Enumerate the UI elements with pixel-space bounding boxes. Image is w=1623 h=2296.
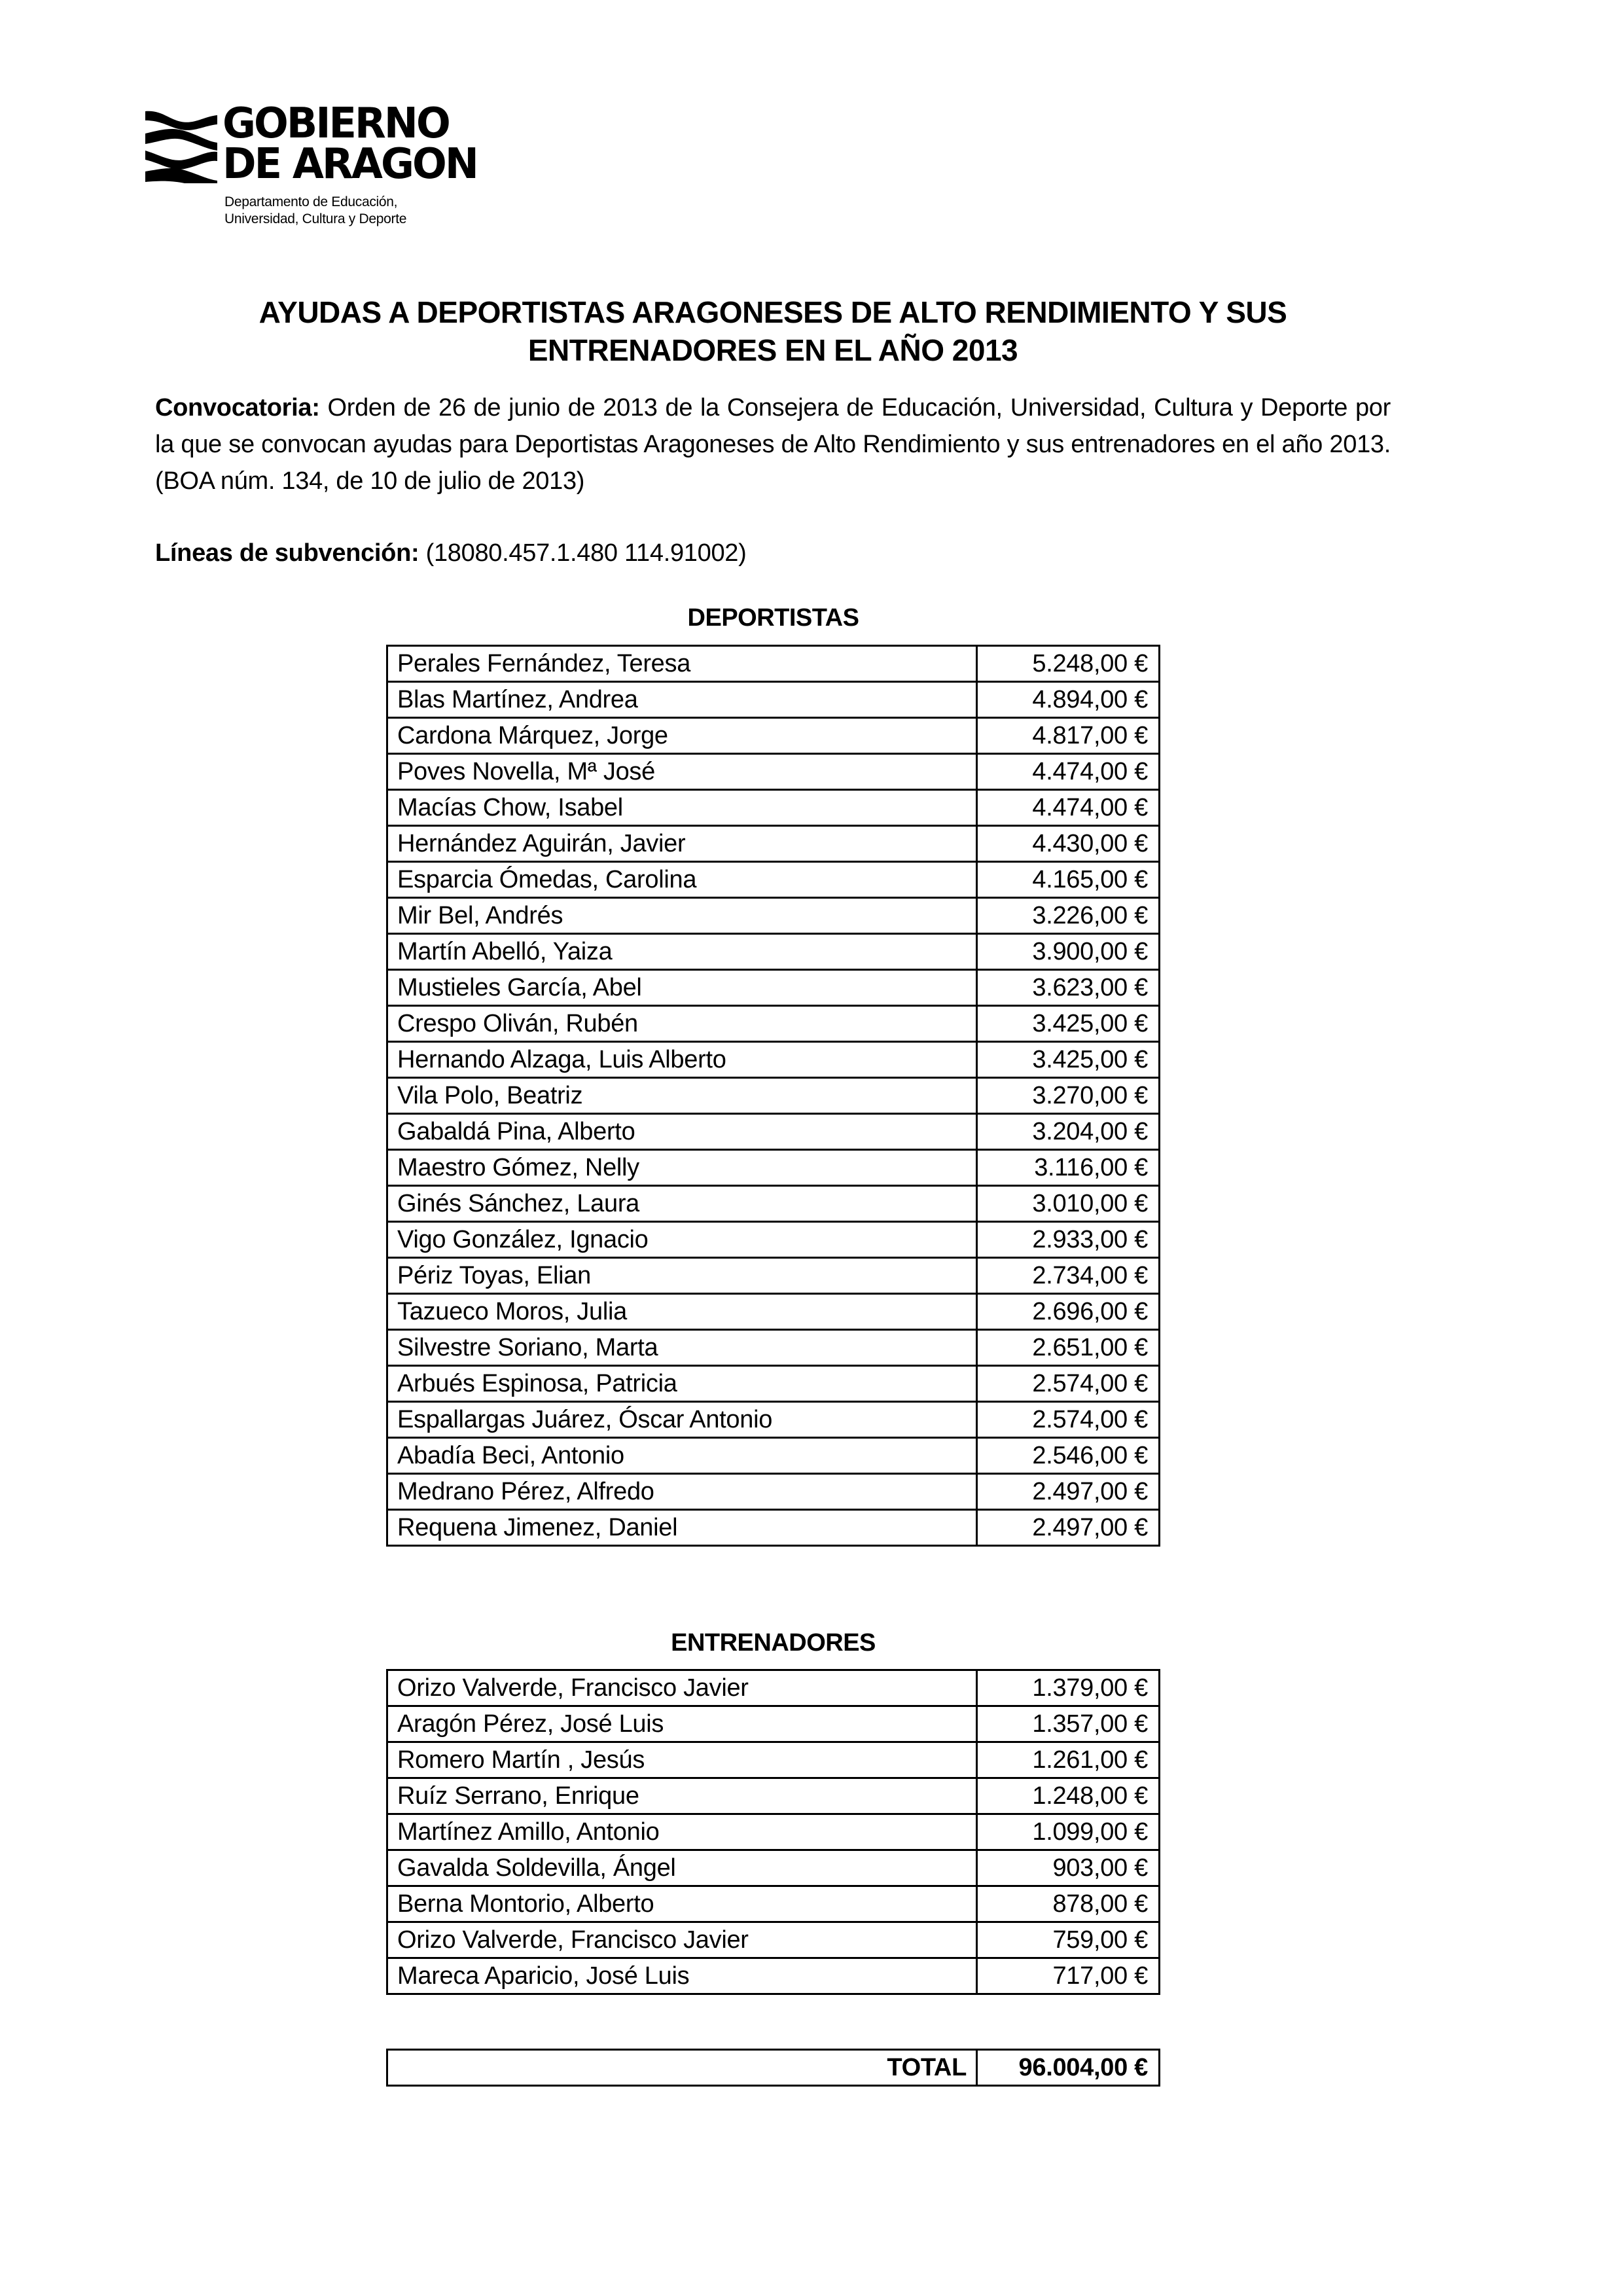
beneficiary-name: Gabaldá Pina, Alberto: [387, 1114, 977, 1150]
table-row: [387, 1366, 1160, 1402]
grant-amount: 3.623,00 €: [977, 970, 1160, 1006]
beneficiary-name: Maestro Gómez, Nelly: [387, 1150, 977, 1186]
table-row: [387, 1222, 1160, 1258]
logo-line-1: GOBIERNO: [223, 99, 449, 148]
grant-amount: 5.248,00 €: [977, 646, 1160, 682]
grant-amount: 1.261,00 €: [977, 1742, 1160, 1778]
grant-amount: 2.546,00 €: [977, 1438, 1160, 1474]
table-row: [387, 862, 1160, 898]
beneficiary-name: Ginés Sánchez, Laura: [387, 1186, 977, 1222]
beneficiary-name: Vila Polo, Beatriz: [387, 1078, 977, 1114]
table-row: [387, 1958, 1160, 1994]
grant-amount: 2.734,00 €: [977, 1258, 1160, 1294]
table-row: [387, 826, 1160, 862]
table-row: [387, 1706, 1160, 1742]
grant-amount: 1.099,00 €: [977, 1814, 1160, 1850]
table-row: [387, 718, 1160, 754]
table-row: [387, 1186, 1160, 1222]
table-row: [387, 1078, 1160, 1114]
table-row: [387, 1814, 1160, 1850]
table-row: [387, 1778, 1160, 1814]
beneficiary-name: Silvestre Soriano, Marta: [387, 1330, 977, 1366]
grant-amount: 2.651,00 €: [977, 1330, 1160, 1366]
total-row: [387, 2050, 1160, 2086]
grant-amount: 4.474,00 €: [977, 754, 1160, 790]
grant-amount: 2.574,00 €: [977, 1402, 1160, 1438]
deportistas-table: [386, 645, 1160, 1547]
convocatoria-text: Orden de 26 de junio de 2013 de la Consejera de Educación, Universidad, Cultura y Deporte por la que se convocan ayudas para Deportistas Aragoneses de Alto Rendimiento y sus entrenadores en el año 2013. (BOA núm. 134, de 10 de julio de 2013): [155, 394, 1391, 495]
grant-amount: 4.430,00 €: [977, 826, 1160, 862]
table-row: [387, 1510, 1160, 1546]
title-line-2: ENTRENADORES EN EL AÑO 2013: [527, 333, 1018, 367]
table-row: [387, 1742, 1160, 1778]
grant-amount: 1.357,00 €: [977, 1706, 1160, 1742]
table-row: [387, 1294, 1160, 1330]
beneficiary-name: Macías Chow, Isabel: [387, 790, 977, 826]
grant-amount: 4.474,00 €: [977, 790, 1160, 826]
beneficiary-name: Ruíz Serrano, Enrique: [387, 1778, 977, 1814]
table-row: [387, 1258, 1160, 1294]
beneficiary-name: Poves Novella, Mª José: [387, 754, 977, 790]
table-row: [387, 1438, 1160, 1474]
table-row: [387, 1670, 1160, 1706]
beneficiary-name: Cardona Márquez, Jorge: [387, 718, 977, 754]
grant-amount: 878,00 €: [977, 1886, 1160, 1922]
beneficiary-name: Hernández Aguirán, Javier: [387, 826, 977, 862]
lineas-subvencion-paragraph: [155, 535, 1391, 571]
convocatoria-paragraph: [155, 389, 1391, 499]
beneficiary-name: Gavalda Soldevilla, Ángel: [387, 1850, 977, 1886]
grant-amount: 2.497,00 €: [977, 1474, 1160, 1510]
beneficiary-name: Martínez Amillo, Antonio: [387, 1814, 977, 1850]
total-amount: 96.004,00 €: [977, 2050, 1160, 2086]
table-row: [387, 1150, 1160, 1186]
table-row: [387, 790, 1160, 826]
deportistas-heading: DEPORTISTAS: [687, 604, 859, 632]
grant-amount: 2.696,00 €: [977, 1294, 1160, 1330]
beneficiary-name: Mustieles García, Abel: [387, 970, 977, 1006]
beneficiary-name: Martín Abelló, Yaiza: [387, 934, 977, 970]
convocatoria-label: Convocatoria:: [155, 394, 320, 422]
table-row: [387, 754, 1160, 790]
gobierno-aragon-logo: [145, 99, 486, 234]
table-row: [387, 1886, 1160, 1922]
grant-amount: 3.425,00 €: [977, 1042, 1160, 1078]
lineas-label: Líneas de subvención:: [155, 539, 419, 567]
total-label: TOTAL: [387, 2050, 977, 2086]
grant-amount: 759,00 €: [977, 1922, 1160, 1958]
table-row: [387, 970, 1160, 1006]
beneficiary-name: Medrano Pérez, Alfredo: [387, 1474, 977, 1510]
beneficiary-name: Tazueco Moros, Julia: [387, 1294, 977, 1330]
grant-amount: 3.425,00 €: [977, 1006, 1160, 1042]
beneficiary-name: Mareca Aparicio, José Luis: [387, 1958, 977, 1994]
grant-amount: 3.010,00 €: [977, 1186, 1160, 1222]
grant-amount: 4.894,00 €: [977, 682, 1160, 718]
table-row: [387, 1006, 1160, 1042]
beneficiary-name: Hernando Alzaga, Luis Alberto: [387, 1042, 977, 1078]
beneficiary-name: Abadía Beci, Antonio: [387, 1438, 977, 1474]
grant-amount: 1.248,00 €: [977, 1778, 1160, 1814]
logo-line-2: DE ARAGON: [223, 140, 477, 188]
grant-amount: 4.817,00 €: [977, 718, 1160, 754]
beneficiary-name: Romero Martín , Jesús: [387, 1742, 977, 1778]
beneficiary-name: Mir Bel, Andrés: [387, 898, 977, 934]
table-row: [387, 1922, 1160, 1958]
grant-amount: 3.270,00 €: [977, 1078, 1160, 1114]
grant-amount: 1.379,00 €: [977, 1670, 1160, 1706]
grant-amount: 4.165,00 €: [977, 862, 1160, 898]
beneficiary-name: Aragón Pérez, José Luis: [387, 1706, 977, 1742]
grant-amount: 3.900,00 €: [977, 934, 1160, 970]
beneficiary-name: Orizo Valverde, Francisco Javier: [387, 1670, 977, 1706]
grant-amount: 2.497,00 €: [977, 1510, 1160, 1546]
beneficiary-name: Berna Montorio, Alberto: [387, 1886, 977, 1922]
entrenadores-table: [386, 1669, 1160, 1995]
beneficiary-name: Requena Jimenez, Daniel: [387, 1510, 977, 1546]
beneficiary-name: Blas Martínez, Andrea: [387, 682, 977, 718]
grant-amount: 903,00 €: [977, 1850, 1160, 1886]
table-row: [387, 682, 1160, 718]
document-title: [155, 293, 1391, 369]
grant-amount: 3.116,00 €: [977, 1150, 1160, 1186]
table-row: [387, 1114, 1160, 1150]
beneficiary-name: Vigo González, Ignacio: [387, 1222, 977, 1258]
grant-amount: 2.933,00 €: [977, 1222, 1160, 1258]
beneficiary-name: Esparcia Ómedas, Carolina: [387, 862, 977, 898]
table-row: [387, 646, 1160, 682]
beneficiary-name: Périz Toyas, Elian: [387, 1258, 977, 1294]
entrenadores-heading: ENTRENADORES: [671, 1629, 876, 1657]
grant-amount: 3.204,00 €: [977, 1114, 1160, 1150]
table-row: [387, 1402, 1160, 1438]
title-line-1: AYUDAS A DEPORTISTAS ARAGONESES DE ALTO RENDIMIENTO Y SUS: [259, 295, 1287, 329]
total-table: [386, 2049, 1160, 2087]
beneficiary-name: Orizo Valverde, Francisco Javier: [387, 1922, 977, 1958]
grant-amount: 717,00 €: [977, 1958, 1160, 1994]
beneficiary-name: Espallargas Juárez, Óscar Antonio: [387, 1402, 977, 1438]
beneficiary-name: Crespo Oliván, Rubén: [387, 1006, 977, 1042]
logo-wordmark: [223, 99, 477, 188]
logo-dept-line-2: Universidad, Cultura y Deporte: [224, 211, 407, 226]
table-row: [387, 898, 1160, 934]
logo-dept-line-1: Departamento de Educación,: [224, 194, 398, 209]
lineas-text: (18080.457.1.480 114.91002): [419, 539, 747, 567]
table-row: [387, 934, 1160, 970]
table-row: [387, 1042, 1160, 1078]
grant-amount: 2.574,00 €: [977, 1366, 1160, 1402]
beneficiary-name: Perales Fernández, Teresa: [387, 646, 977, 682]
logo-department: [224, 194, 406, 228]
table-row: [387, 1474, 1160, 1510]
grant-amount: 3.226,00 €: [977, 898, 1160, 934]
beneficiary-name: Arbués Espinosa, Patricia: [387, 1366, 977, 1402]
table-row: [387, 1850, 1160, 1886]
table-row: [387, 1330, 1160, 1366]
gobierno-aragon-waves-icon: [145, 110, 217, 183]
